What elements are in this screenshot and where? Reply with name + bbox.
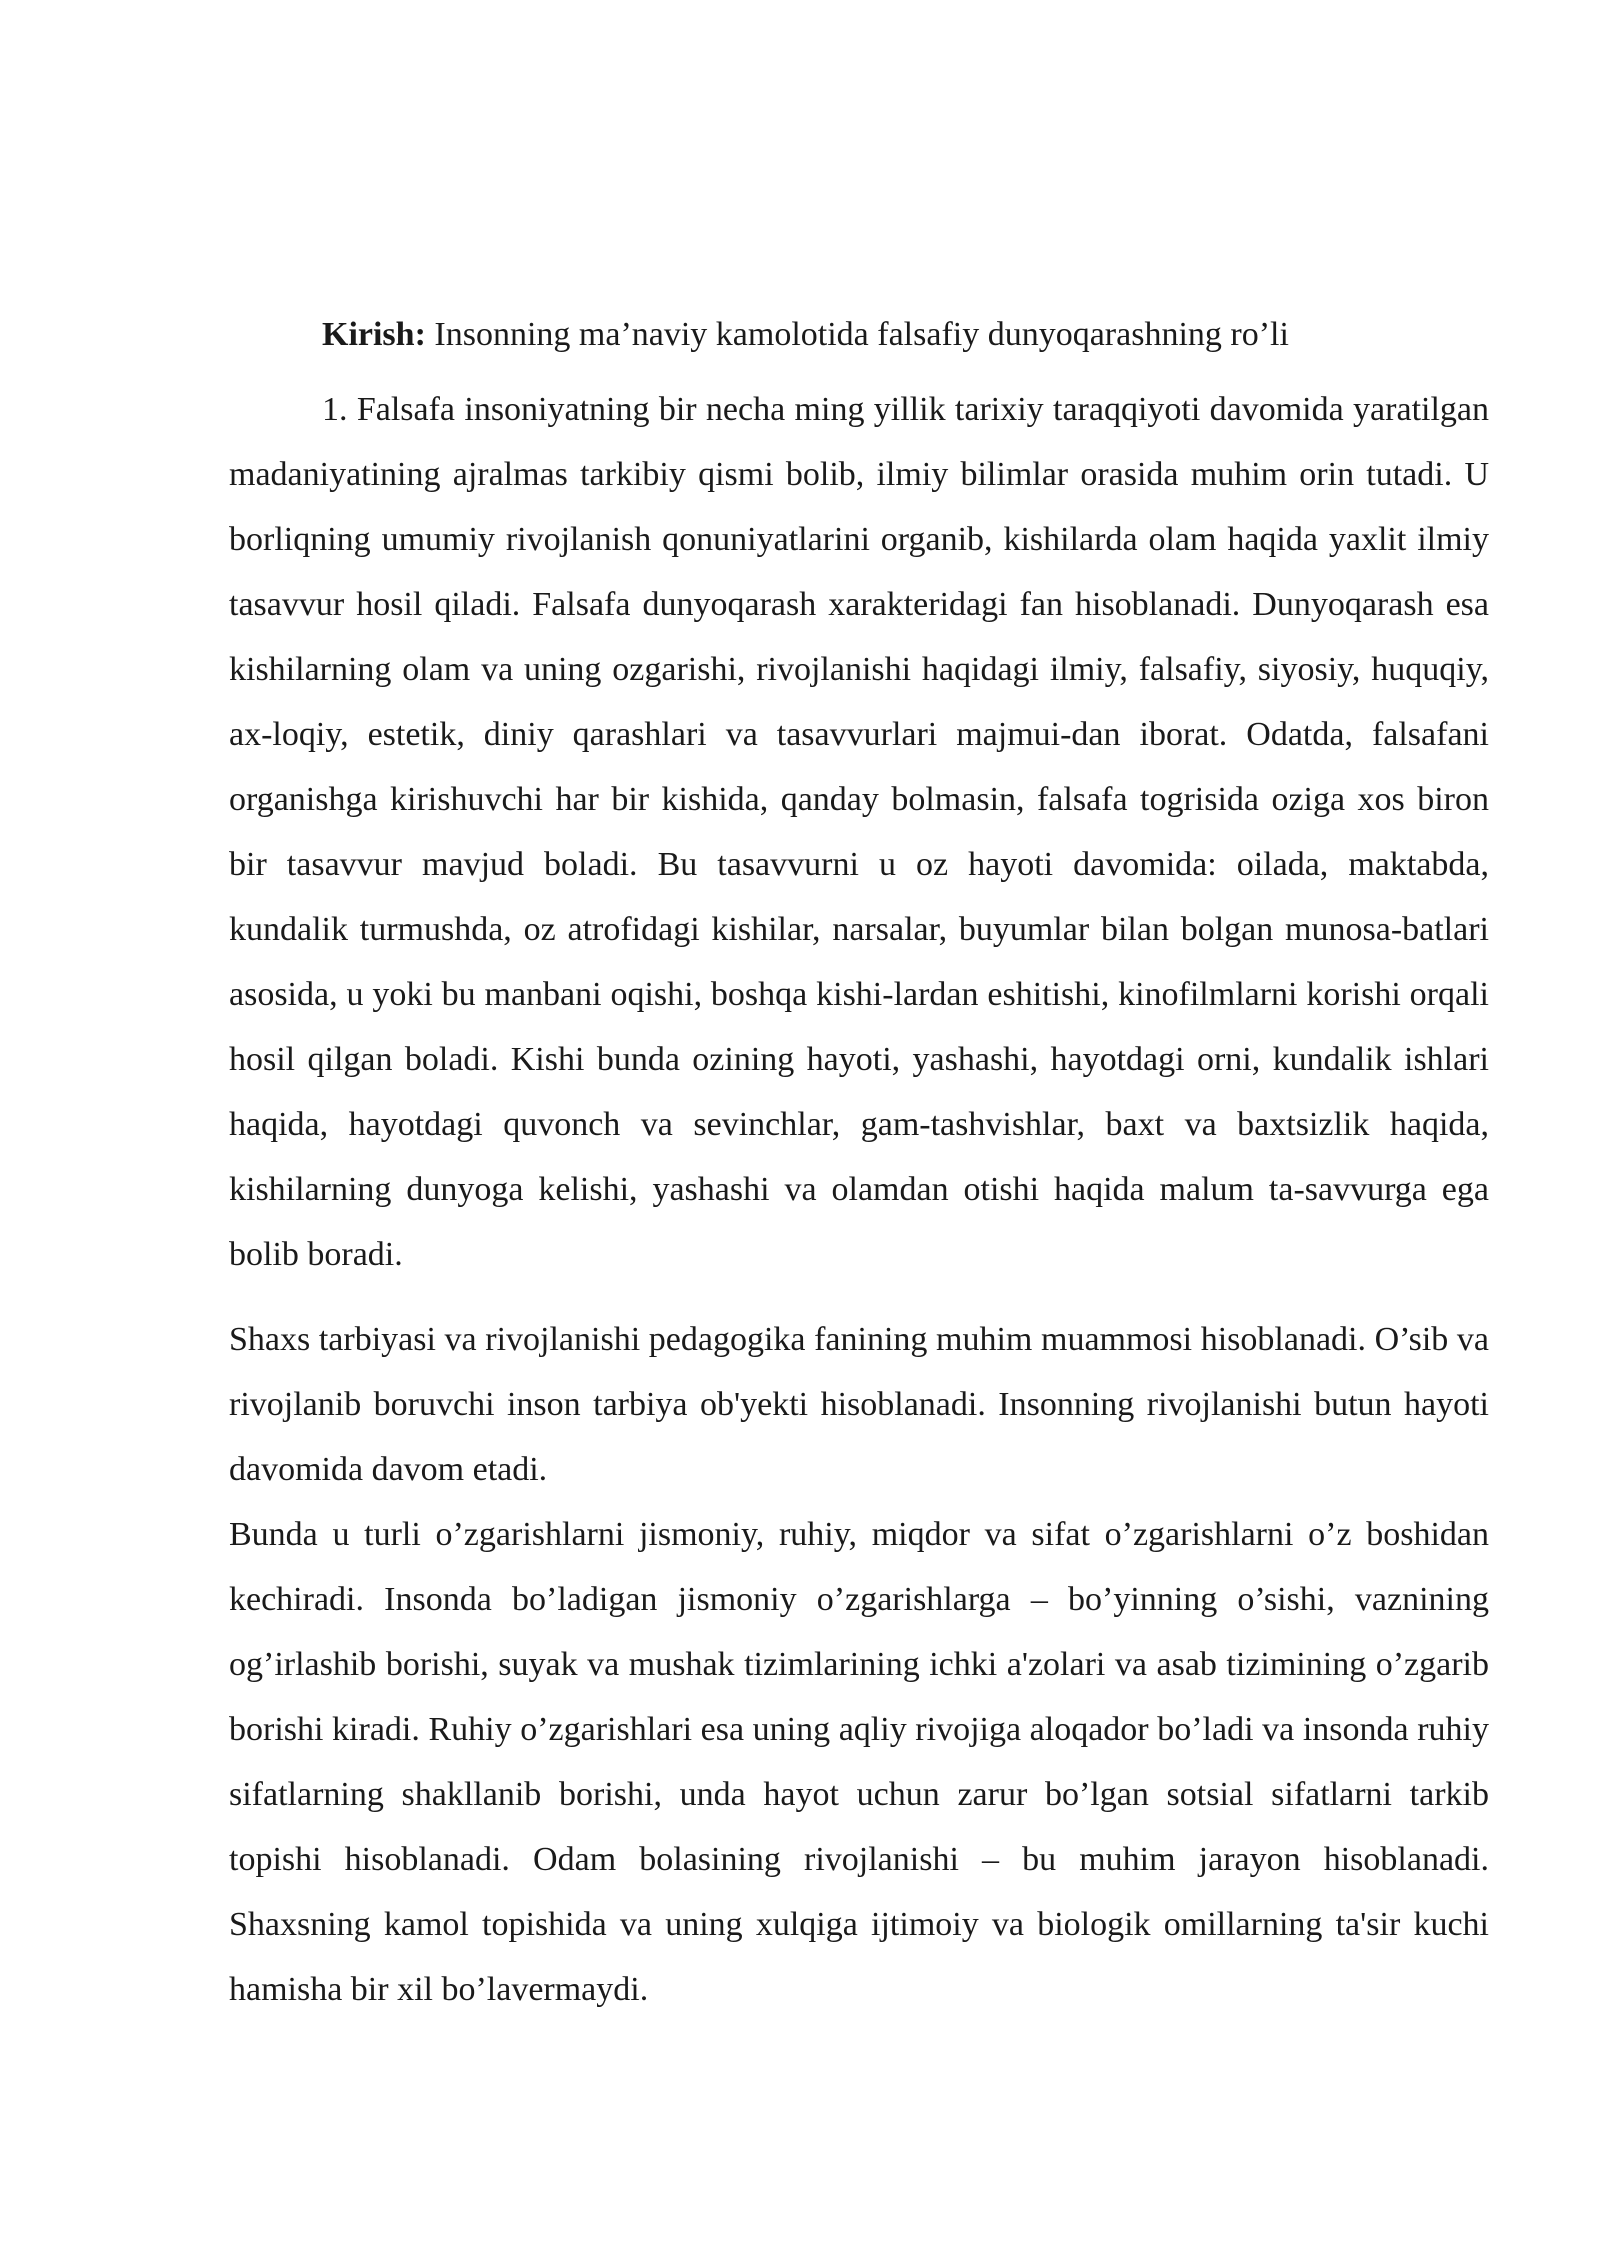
document-title — [229, 305, 1489, 365]
title-label: Kirish: — [322, 316, 426, 353]
paragraph-changes: Bunda u turli o’zgarishlarni jismoniy, ruhiy, miqdor va sifat o’zgarishlarni o’z boshidan kechiradi. Insonda bo’ladigan jismoniy o’zgarishlarga – bo’yinning o’sishi, vaznining og’irlashib borishi, suyak va mushak tizimlarining ichki a'zolari va asab tizimining o’zgarib borishi kiradi. Ruhiy o’zgarishlari esa uning aqliy rivojiga aloqador bo’ladi va insonda ruhiy sifatlarning shakllanib borishi, unda hayot uchun zarur bo’lgan sotsial sifatlarni tarkib topishi hisoblanadi. Odam bolasining rivojlanishi – bu muhim jarayon hisoblanadi. Shaxsning kamol topishida va uning xulqiga ijtimoiy va biologik omillarning ta'sir kuchi hamisha bir xil bo’lavermaydi. — [229, 1516, 1489, 2008]
document-body — [229, 305, 1489, 2022]
title-text: Insonning ma’naviy kamolotida falsafiy dunyoqarashning ro’li — [425, 316, 1289, 353]
paragraph-philosophy: 1. Falsafa insoniyatning bir necha ming yillik tarixiy taraqqiyoti davomida yaratilgan madaniyatining ajralmas tarkibiy qismi bolib, ilmiy bilimlar orasida muhim orin tutadi. U borliqning umumiy rivojlanish qonuniyatlarini organib, kishilarda olam haqida yaxlit ilmiy tasavvur hosil qiladi. Falsafa dunyoqarash xarakteridagi fan hisoblanadi. Dunyoqarash esa kishilarning olam va uning ozgarishi, rivojlanishi haqidagi ilmiy, falsafiy, siyosiy, huquqiy, ax-loqiy, estetik, diniy qarashlari va tasavvurlari majmui-dan iborat. Odatda, falsafani organishga kirishuvchi har bir kishida, qanday bolmasin, falsafa togrisida oziga xos biron bir tasavvur mavjud boladi. Bu tasavvurni u oz hayoti davomida: oilada, maktabda, kundalik turmushda, oz atrofidagi kishilar, narsalar, buyumlar bilan bolgan munosa-batlari asosida, u yoki bu manbani oqishi, boshqa kishi-lardan eshitishi, kinofilmlarni korishi orqali hosil qilgan boladi. Kishi bunda ozining hayoti, yashashi, hayotdagi orni, kundalik ishlari haqida, hayotdagi quvonch va sevinchlar, gam-tashvishlar, baxt va baxtsizlik haqida, kishilarning dunyoga kelishi, yashashi va olamdan otishi haqida malum ta-savvurga ega bolib boradi. — [229, 391, 1489, 1273]
paragraph-personality: Shaxs tarbiyasi va rivojlanishi pedagogika fanining muhim muammosi hisoblanadi. O’sib va rivojlanib boruvchi inson tarbiya ob'yekti hisoblanadi. Insonning rivojlanishi butun hayoti davomida davom etadi. — [229, 1321, 1489, 1488]
